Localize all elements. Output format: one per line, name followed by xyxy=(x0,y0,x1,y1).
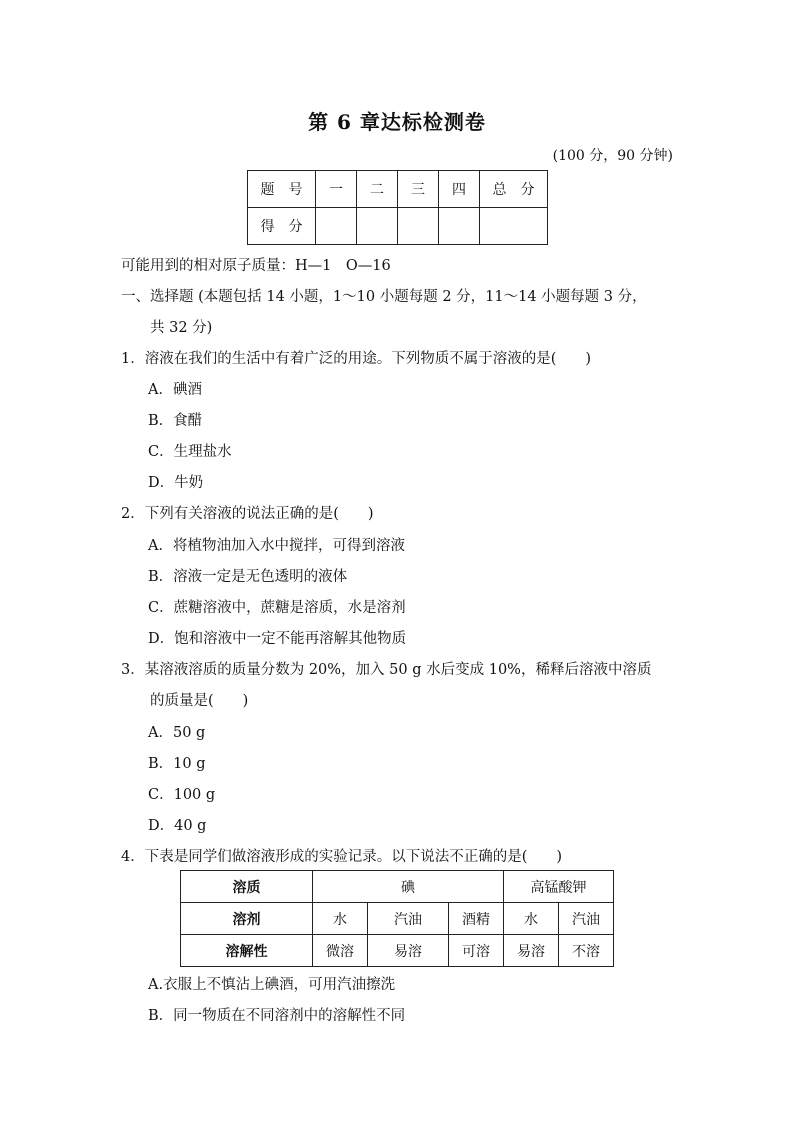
score-header-cell: 三 xyxy=(398,171,439,208)
question-1-option-a[interactable]: A．碘酒 xyxy=(148,382,202,398)
solubility-cell: 微溶 xyxy=(313,935,368,967)
score-cell[interactable] xyxy=(439,208,480,245)
solubility-row-solute xyxy=(181,871,614,903)
score-header-total: 总 分 xyxy=(480,171,548,208)
question-1-stem: 1．溶液在我们的生活中有着广泛的用途。下列物质不属于溶液的是( ) xyxy=(121,351,592,367)
solubility-cell: 易溶 xyxy=(368,935,449,967)
question-3-stem: 3．某溶液溶质的质量分数为 20%，加入 50 g 水后变成 10%，稀释后溶液中溶质 xyxy=(121,662,652,678)
score-header-cell: 一 xyxy=(316,171,357,208)
solute-kmno4: 高锰酸钾 xyxy=(504,871,614,903)
question-4-stem: 4．下表是同学们做溶液形成的实验记录。以下说法不正确的是( ) xyxy=(121,849,563,865)
solubility-row-solubility xyxy=(181,935,614,967)
score-table xyxy=(247,170,548,245)
solubility-row-solvent xyxy=(181,903,614,935)
score-row-label: 得 分 xyxy=(248,208,316,245)
solute-label: 溶质 xyxy=(181,871,313,903)
score-header-label: 题 号 xyxy=(248,171,316,208)
score-cell[interactable] xyxy=(357,208,398,245)
question-3-option-a[interactable]: A．50 g xyxy=(148,725,206,741)
solvent-cell: 酒精 xyxy=(449,903,504,935)
solubility-cell: 不溶 xyxy=(559,935,614,967)
question-2-option-b[interactable]: B．溶液一定是无色透明的液体 xyxy=(148,569,348,585)
solubility-cell: 易溶 xyxy=(504,935,559,967)
solvent-cell: 汽油 xyxy=(559,903,614,935)
atomic-mass-note: 可能用到的相对原子质量：H—1 O—16 xyxy=(121,258,391,274)
question-3-option-c[interactable]: C．100 g xyxy=(148,787,216,803)
solvent-cell: 汽油 xyxy=(368,903,449,935)
solvent-cell: 水 xyxy=(313,903,368,935)
score-table-score-row xyxy=(248,208,548,245)
question-2-option-a[interactable]: A．将植物油加入水中搅拌，可得到溶液 xyxy=(148,538,405,554)
question-1-option-b[interactable]: B．食醋 xyxy=(148,413,203,429)
question-1-option-d[interactable]: D．牛奶 xyxy=(148,475,204,491)
section-heading-cont: 共 32 分) xyxy=(150,320,213,336)
solvent-label: 溶剂 xyxy=(181,903,313,935)
section-heading-text: 一、选择题 (本题包括 14 小题，1～10 小题每题 2 分，11～14 小题每题 3 分， xyxy=(121,289,647,305)
exam-meta: (100 分，90 分钟) xyxy=(552,148,673,164)
question-3-option-d[interactable]: D．40 g xyxy=(148,818,207,834)
solubility-table xyxy=(180,870,614,967)
question-2-option-d[interactable]: D．饱和溶液中一定不能再溶解其他物质 xyxy=(148,631,407,647)
score-cell[interactable] xyxy=(398,208,439,245)
score-header-cell: 二 xyxy=(357,171,398,208)
score-table-header-row xyxy=(248,171,548,208)
question-3-stem-cont: 的质量是( ) xyxy=(150,693,249,709)
score-cell[interactable] xyxy=(316,208,357,245)
solubility-cell: 可溶 xyxy=(449,935,504,967)
solubility-label: 溶解性 xyxy=(181,935,313,967)
question-3-option-b[interactable]: B．10 g xyxy=(148,756,206,772)
question-1-option-c[interactable]: C．生理盐水 xyxy=(148,444,232,460)
question-2-stem: 2．下列有关溶液的说法正确的是( ) xyxy=(121,506,374,522)
section-heading xyxy=(121,285,647,306)
page-title: 第 6 章达标检测卷 xyxy=(308,110,486,134)
question-4-option-a[interactable]: A.衣服上不慎沾上碘酒，可用汽油擦洗 xyxy=(148,977,396,993)
score-header-cell: 四 xyxy=(439,171,480,208)
score-cell[interactable] xyxy=(480,208,548,245)
solvent-cell: 水 xyxy=(504,903,559,935)
question-4-option-b[interactable]: B．同一物质在不同溶剂中的溶解性不同 xyxy=(148,1008,406,1024)
question-2-option-c[interactable]: C．蔗糖溶液中，蔗糖是溶质，水是溶剂 xyxy=(148,600,406,616)
solute-iodine: 碘 xyxy=(313,871,504,903)
